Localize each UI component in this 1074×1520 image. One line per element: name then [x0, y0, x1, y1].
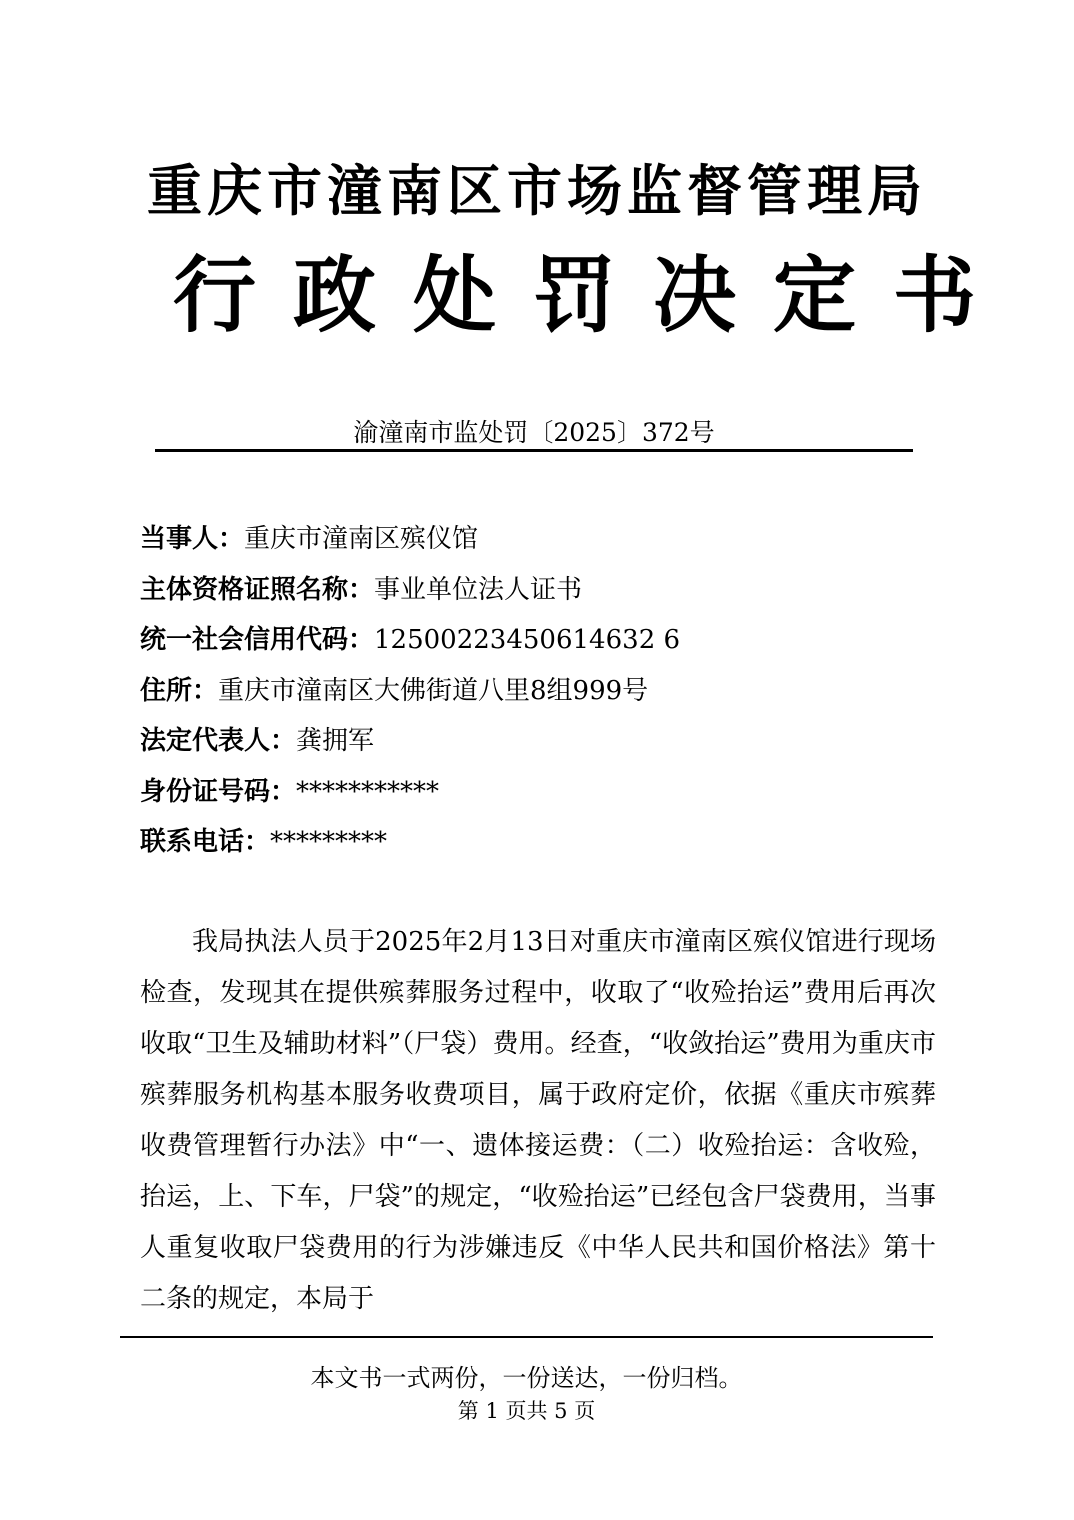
party-row-name [140, 514, 940, 565]
license-name-label: 主体资格证照名称： [140, 574, 375, 605]
party-row-license-name [140, 565, 940, 616]
party-row-id-number [140, 767, 940, 818]
header-divider [155, 449, 913, 452]
footer-note: 本文书一式两份，一份送达，一份归档。 [310, 1364, 743, 1392]
address-label: 住所： [140, 675, 219, 706]
address-value: 重庆市潼南区大佛街道八里8组999号 [218, 675, 649, 706]
party-row-phone [140, 817, 940, 868]
body-paragraph: 我局执法人员于2025年2月13日对重庆市潼南区殡仪馆进行现场检查，发现其在提供殡葬服务过程中，收取了“收殓抬运”费用后再次收取“卫生及辅助材料”（尸袋）费用。经查，“收敛抬运”费用为重庆市殡葬服务机构基本服务收费项目，属于政府定价，依据《重庆市殡葬收费管理暂行办法》中“一、遗体接运费：（二）收殓抬运：含收殓，抬运，上、下车，尸袋”的规定，“收殓抬运”已经包含尸袋费用，当事人重复收取尸袋费用的行为涉嫌违反《中华人民共和国价格法》第十二条的规定，本局于 [140, 927, 936, 1314]
party-row-address [140, 666, 940, 717]
credit-code-label: 统一社会信用代码： [140, 625, 375, 655]
party-name-value: 重庆市潼南区殡仪馆 [244, 524, 479, 554]
document-number: 渝潼南市监处罚〔2025〕372号 [353, 418, 715, 447]
legal-representative-value: 龚拥军 [296, 726, 375, 756]
page-indicator: 第 1 页共 5 页 [457, 1399, 596, 1423]
footer-divider [120, 1336, 933, 1338]
party-row-credit-code [140, 615, 940, 666]
legal-representative-label: 法定代表人： [140, 726, 297, 756]
party-name-label: 当事人： [140, 524, 245, 554]
id-number-value: *********** [296, 776, 440, 807]
party-row-legal-representative [140, 716, 940, 767]
phone-label: 联系电话： [140, 827, 271, 857]
credit-code-value: 12500223450614632 6 [374, 625, 681, 655]
id-number-label: 身份证号码： [140, 776, 297, 807]
phone-value: ********* [270, 827, 388, 857]
party-information [140, 514, 940, 868]
issuing-organization-title: 重庆市潼南区市场监督管理局 [146, 158, 927, 223]
document-type-title: 行政处罚决定书 [173, 246, 1013, 344]
license-name-value: 事业单位法人证书 [374, 574, 583, 605]
